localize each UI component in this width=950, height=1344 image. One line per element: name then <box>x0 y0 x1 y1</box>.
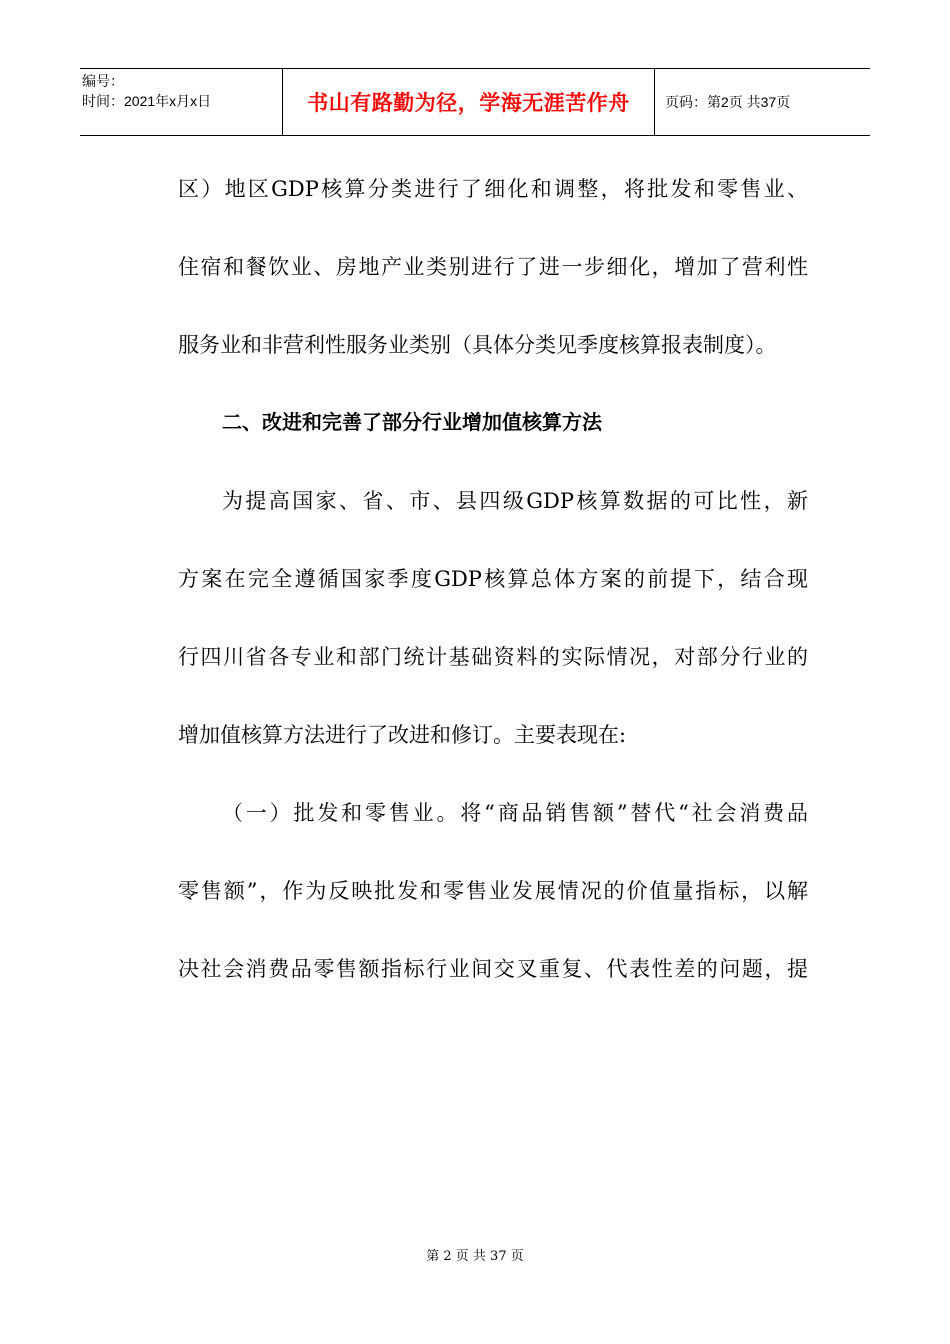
section-heading: 二、改进和完善了部分行业增加值核算方法 <box>222 412 602 434</box>
page-footer: 第 2 页 共 37 页 <box>426 1249 524 1264</box>
body-line-5: 为提高国家、省、市、县四级GDP核算数据的可比性，新 <box>222 489 808 513</box>
body-line-3: 服务业和非营利性服务业类别（具体分类见季度核算报表制度）。 <box>178 333 777 357</box>
body-line-11: 决社会消费品零售额指标行业间交叉重复、代表性差的问题，提 <box>178 957 808 981</box>
document-number: 编号： <box>82 73 124 89</box>
body-line-2: 住宿和餐饮业、房地产业类别进行了进一步细化，增加了营利性 <box>178 255 808 279</box>
header-meta <box>80 69 283 135</box>
body-line-9: （一）批发和零售业。将“商品销售额”替代“社会消费品 <box>222 801 808 825</box>
body-line-8: 增加值核算方法进行了改进和修订。主要表现在: <box>178 723 627 747</box>
body-line-6: 方案在完全遵循国家季度GDP核算总体方案的前提下，结合现 <box>178 567 808 591</box>
page-header <box>80 68 870 136</box>
document-time: 时间：2021年x月x日 <box>82 93 212 109</box>
header-page-info: 页码：第2页 共37页 <box>665 94 791 110</box>
header-motto-cell <box>283 69 655 135</box>
body-line-7: 行四川省各专业和部门统计基础资料的实际情况，对部分行业的 <box>178 645 808 669</box>
body-line-10: 零售额”，作为反映批发和零售业发展情况的价值量指标，以解 <box>178 879 808 903</box>
document-body <box>178 150 808 1008</box>
header-motto: 书山有路勤为径，学海无涯苦作舟 <box>307 92 630 115</box>
body-line-1: 区）地区GDP核算分类进行了细化和调整，将批发和零售业、 <box>178 177 808 201</box>
